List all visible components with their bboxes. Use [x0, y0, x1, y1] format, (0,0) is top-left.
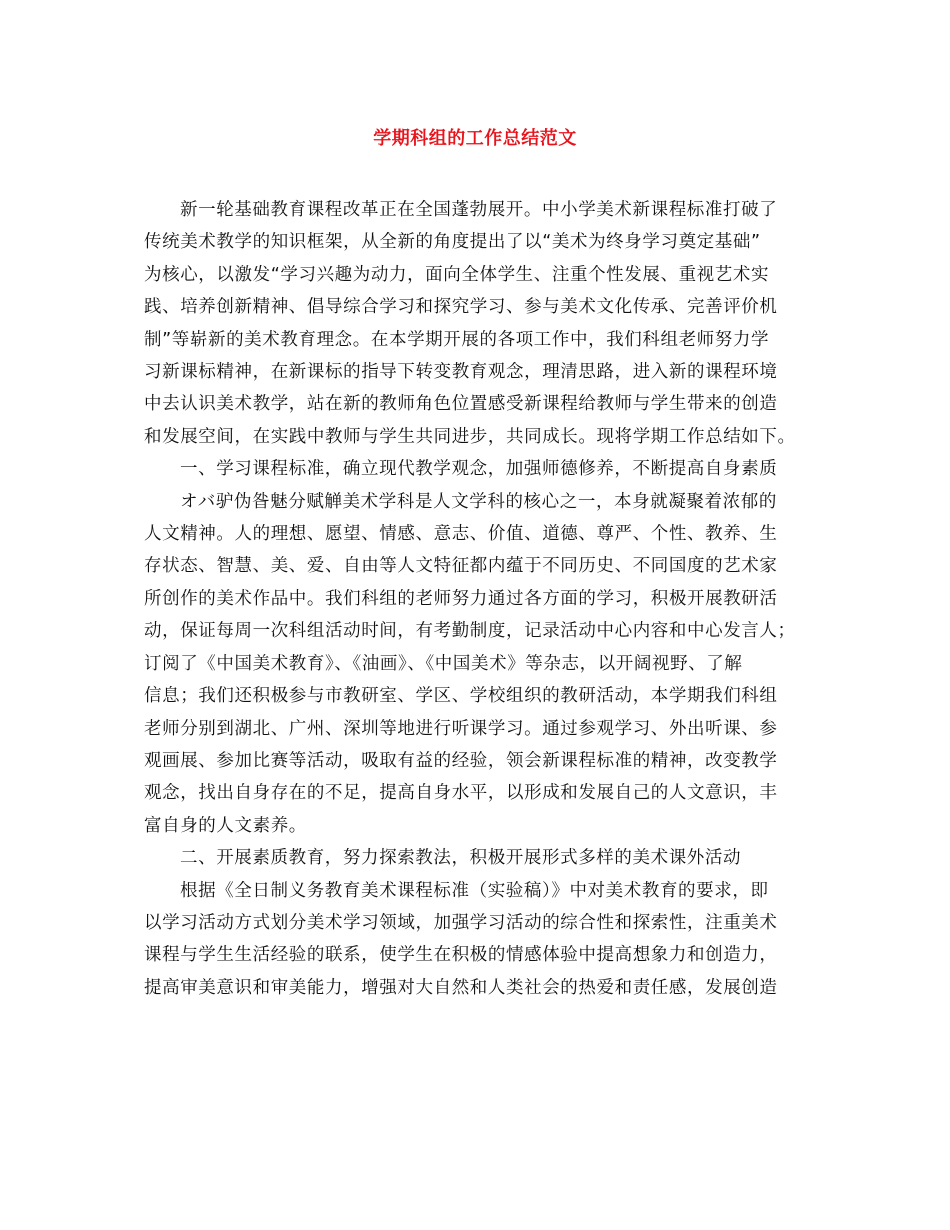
- document-title: 学期科组的工作总结范文: [373, 128, 577, 149]
- text-line: 老师分别到湖北、广州、深圳等地进行听课学习。通过参观学习、外出听课、参: [144, 718, 778, 739]
- text-line: 人文精神。人的理想、愿望、情感、意志、价值、道德、尊严、个性、教养、生: [144, 524, 778, 545]
- text-line: 观画展、参加比赛等活动，吸取有益的经验，领会新课程标准的精神，改变教学: [144, 750, 778, 771]
- text-line: 富自身的人文素养。: [144, 815, 307, 836]
- text-line: 二、开展素质教育，努力探索教法，积极开展形式多样的美术课外活动: [180, 848, 742, 869]
- text-line: 践、培养创新精神、倡导综合学习和探究学习、参与美术文化传承、完善评价机: [144, 297, 778, 318]
- text-line: 和发展空间，在实践中教师与学生共同进步，共同成长。现将学期工作总结如下。: [144, 426, 796, 447]
- text-line: 订阅了《中国美术教育》、《油画》、《中国美术》等杂志，以开阔视野、了解: [144, 653, 743, 674]
- text-line: 根据《全日制义务教育美术课程标准（实验稿）》中对美术教育的要求，即: [180, 880, 769, 901]
- body-lines: [144, 194, 804, 1004]
- text-line: オバ驴伪昝魅分赋觯美术学科是人文学科的核心之一，本身就凝聚着浓郁的: [180, 491, 777, 512]
- text-line: 所创作的美术作品中。我们科组的老师努力通过各方面的学习，积极开展教研活: [144, 588, 778, 609]
- text-line: 以学习活动方式划分美术学习领域，加强学习活动的综合性和探索性，注重美术: [144, 912, 778, 933]
- text-line: 信息；我们还积极参与市教研室、学区、学校组织的教研活动，本学期我们科组: [144, 686, 778, 707]
- text-line: 习新课标精神，在新课标的指导下转变教育观念，理清思路，进入新的课程环境: [144, 362, 778, 383]
- text-line: 一、学习课程标准，确立现代教学观念，加强师德修养，不断提高自身素质: [180, 459, 778, 480]
- text-line: 提高审美意识和审美能力，增强对大自然和人类社会的热爱和责任感，发展创造: [144, 977, 778, 998]
- text-line: 课程与学生生活经验的联系，使学生在积极的情感体验中提高想象力和创造力，: [144, 945, 778, 966]
- text-line: 中去认识美术教学，站在新的教师角色位置感受新课程给教师与学生带来的创造: [144, 394, 778, 415]
- text-line: 传统美术教学的知识框架，从全新的角度提出了以“美术为终身学习奠定基础”: [144, 232, 761, 253]
- text-line: 存状态、智慧、美、爱、自由等人文特征都内蕴于不同历史、不同国度的艺术家: [144, 556, 778, 577]
- document-body: [144, 194, 804, 1004]
- text-line: 制”等崭新的美术教育理念。在本学期开展的各项工作中，我们科组老师努力学: [144, 329, 770, 350]
- text-line: 为核心，以激发“学习兴趣为动力，面向全体学生、注重个性发展、重视艺术实: [144, 264, 770, 285]
- text-line: 观念，找出自身存在的不足，提高自身水平，以形成和发展自己的人文意识，丰: [144, 783, 778, 804]
- text-line: 新一轮基础教育课程改革正在全国蓬勃展开。中小学美术新课程标准打破了: [180, 200, 778, 220]
- text-line: 动，保证每周一次科组活动时间，有考勤制度，记录活动中心内容和中心发言人；: [144, 621, 796, 642]
